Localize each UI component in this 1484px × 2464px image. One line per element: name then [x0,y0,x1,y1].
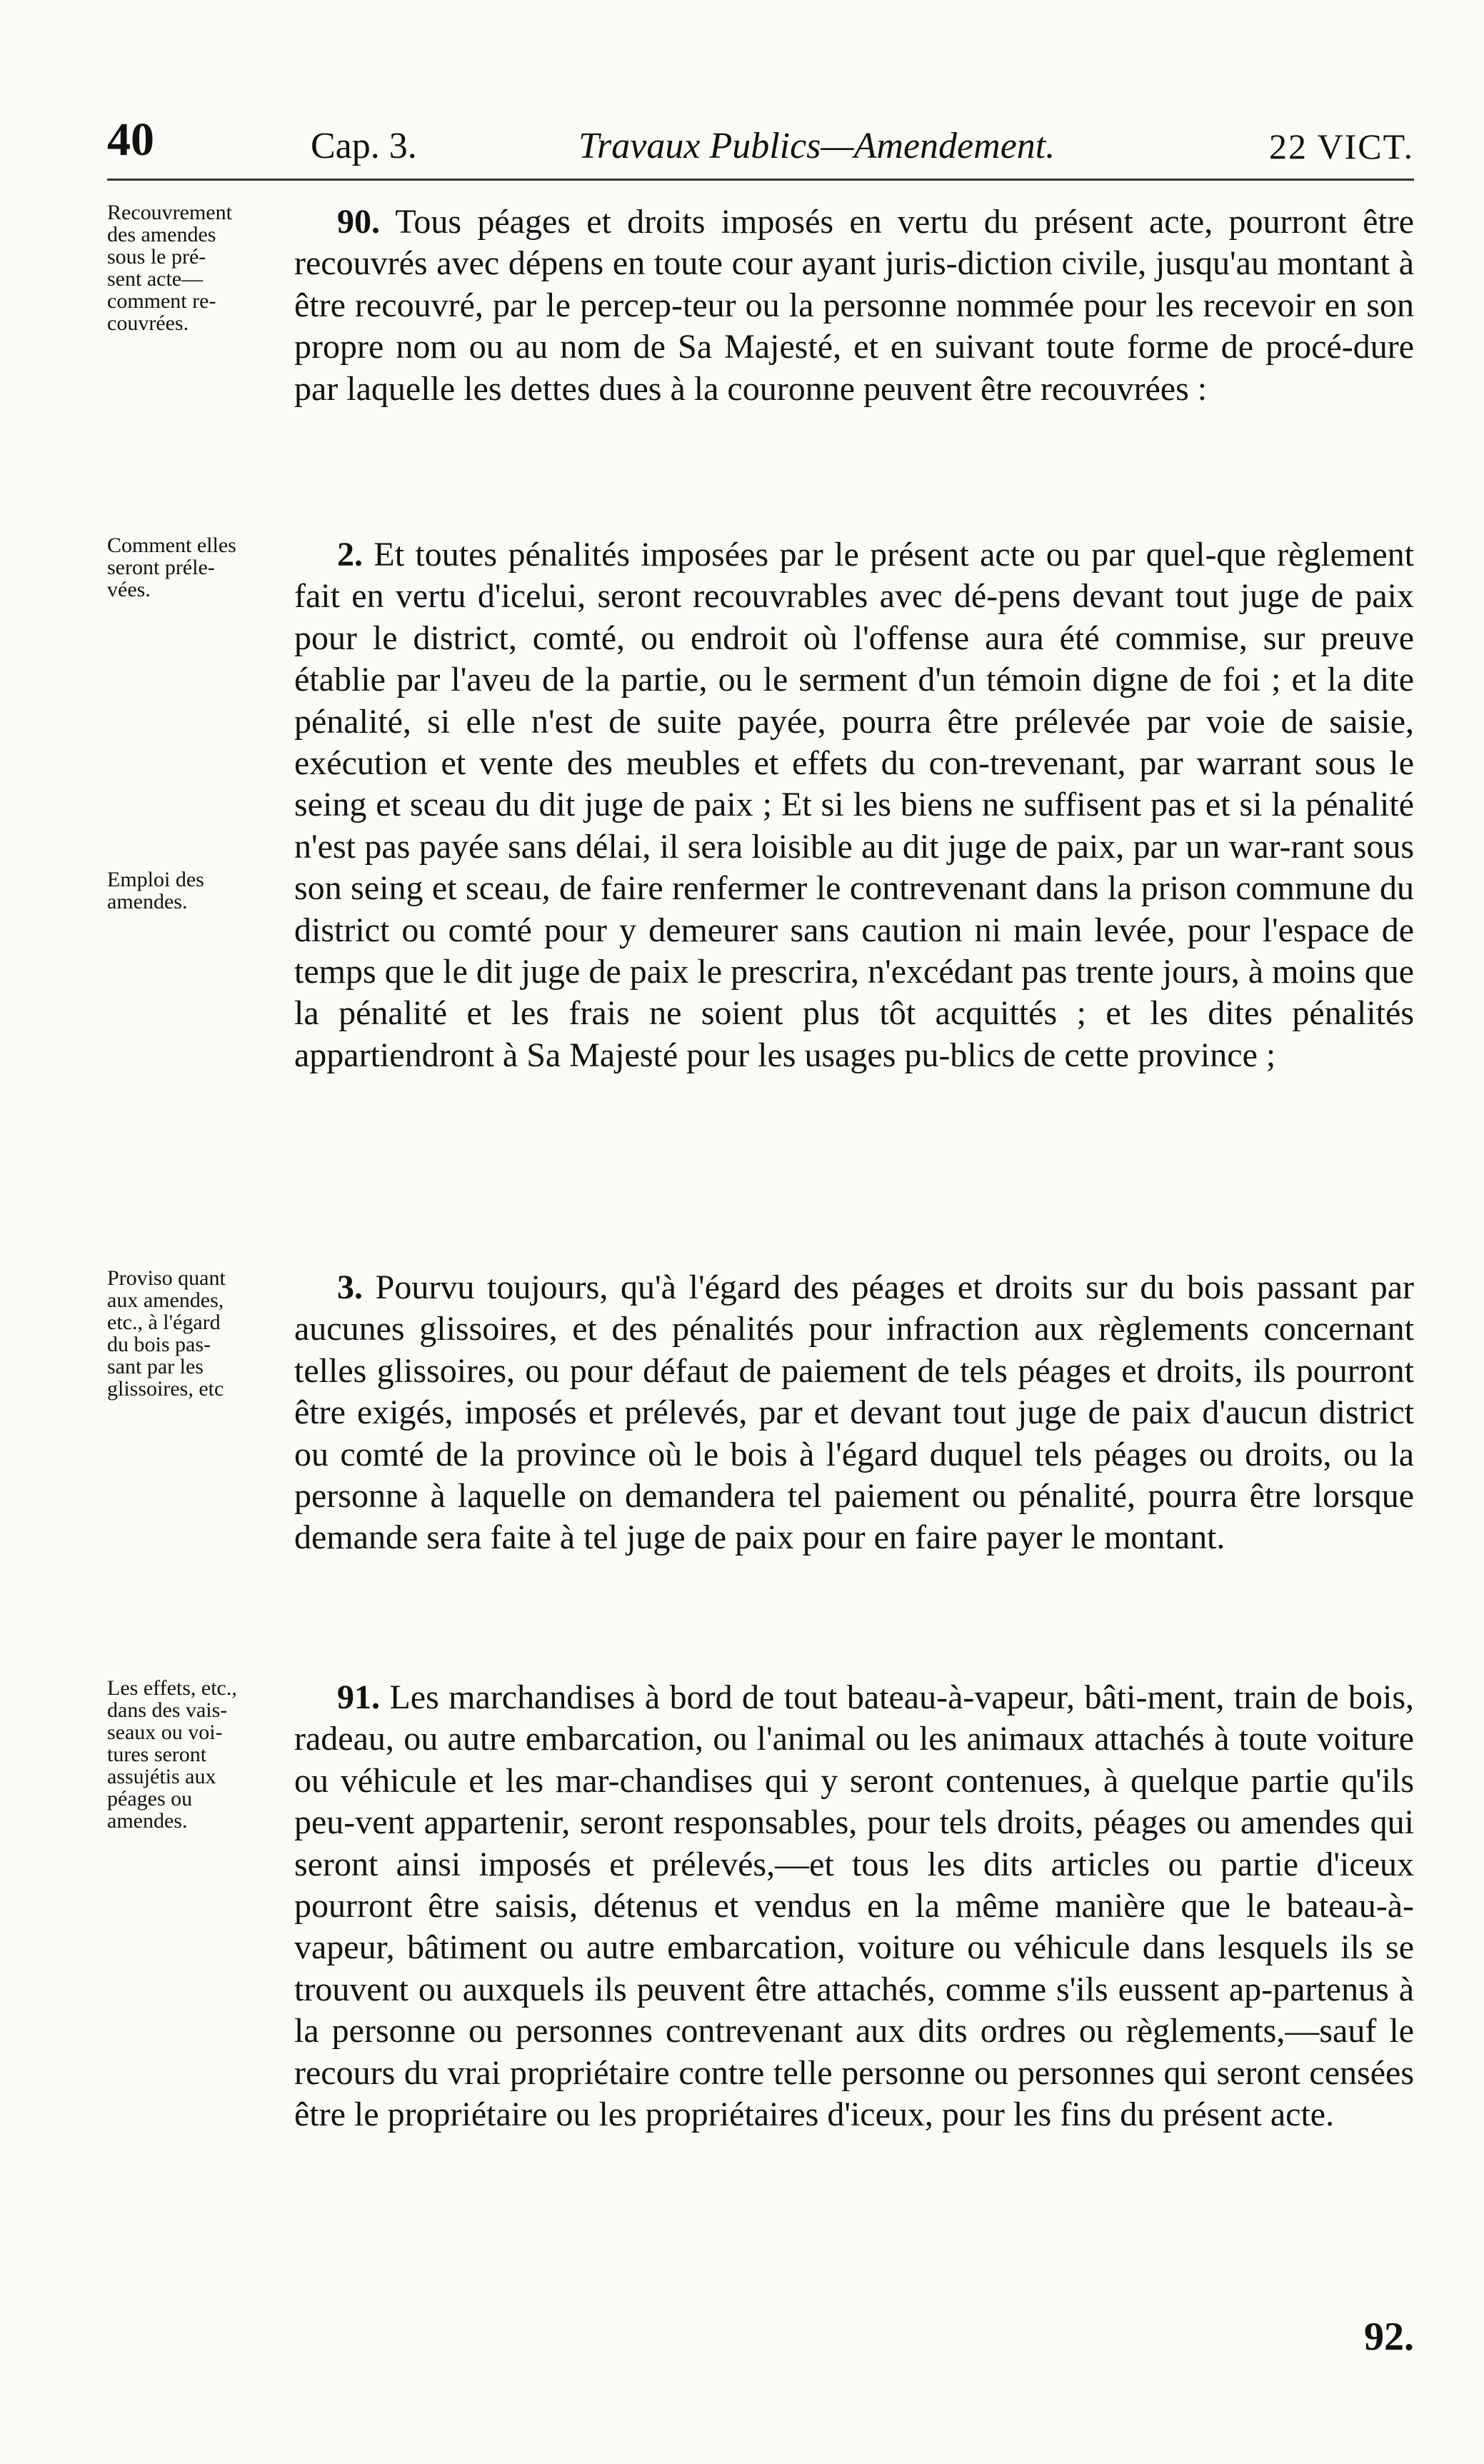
section-text: Pourvu toujours, qu'à l'égard des péages et droits sur du bois passant par aucunes glissoires, et des pénalités pour infraction aux règlements concernant telles glissoires, ou pour défaut de paiement de tels péages et droits, ils pourront être exigés, imposés et prélevés, par et devant tout juge de paix d'aucun district ou comté de la province où le bois à l'égard duquel tels péages ou droits, ou la personne à laquelle on demandera tel paiement ou pénalité, pourra être lorsque demande sera faite à tel juge de paix pour en faire payer le montant. [294,1268,1415,1557]
running-title: Travaux Publics—Amendement. [578,126,1056,166]
margin-note: Les effets, etc., dans des vais- seaux ou voi- tures seront assujétis aux péages ou amendes. [107,1676,237,1833]
regnal-year: 22 VICT. [1268,126,1414,166]
section-number: 2. [337,536,363,574]
section-body [294,1677,1414,2135]
margin-notes [107,1677,279,1832]
section-text: Tous péages et droits imposés en vertu du présent acte, pourront être recouvrés avec dépens en toute cour ayant juris-diction civile, jusqu'au montant à être recouvré, par le percep-teur ou la personne nommée pour les recevoir en son propre nom ou au nom de Sa Majesté, et en suivant toute forme de procé-dure par laquelle les dettes dues à la couronne peuvent être recouvrées : [294,203,1414,408]
section-number: 91. [337,1678,380,1716]
margin-note: Emploi des amendes. [107,868,204,913]
margin-note: Comment elles seront préle- vées. [107,534,236,601]
margin-note: Recouvrement des amendes sous le pré- sent acte— comment re- couvrées. [107,201,232,335]
chapter-label: Cap. 3. [311,126,417,166]
margin-note: Proviso quant aux amendes, etc., à l'égard du bois pas- sant par les glissoires, etc [107,1266,226,1401]
margin-notes [107,201,279,334]
section-body [294,201,1414,410]
catchword: 92. [1364,2315,1414,2359]
section-number: 90. [337,203,380,241]
section-text: Les marchandises à bord de tout bateau-à-vapeur, bâti-ment, train de bois, radeau, ou autre embarcation, ou l'animal ou les animaux attachés à toute voiture ou véhicule et les mar-chandises qui y seront contenues, à quelque partie qu'ils peu-vent appartenir, seront responsables, pour tels droits, péages ou amendes qui seront ainsi imposés et prélevés,—et tous les dits articles ou partie d'iceux pourront être saisis, détenus et vendus en la même manière que le bateau-à-vapeur, bâtiment ou autre embarcation, voiture ou véhicule dans lesquels ils se trouvent ou auxquels ils peuvent être attachés, comme s'ils eussent ap-partenus à la personne ou personnes contrevenant aux dits ordres ou règlements,—sauf le recours du vrai propriétaire contre telle personne ou personnes qui seront censées être le propriétaire ou les propriétaires d'iceux, pour les fins du présent acte. [294,1678,1415,2134]
section-number: 3. [337,1268,363,1306]
section-text: Et toutes pénalités imposées par le présent acte ou par quel-que règlement fait en vertu d'icelui, seront recouvrables avec dé-pens devant tout juge de paix pour le district, comté, ou endroit où l'offense aura été commise, sur preuve établie par l'aveu de la partie, ou le serment d'un témoin digne de foi ; et la dite pénalité, si elle n'est de suite payée, pourra être prélevée par voie de saisie, exécution et vente des meubles et effets du con-trevenant, par warrant sous le seing et sceau du dit juge de paix ; Et si les biens ne suffisent pas et si la pénalité n'est pas payée sans délai, il sera loisible au dit juge de paix, par un war-rant sous son seing et sceau, de faire renfermer le contrevenant dans la prison commune du district ou comté pour y demeurer sans caution ni main levée, pour l'espace de temps que le dit juge de paix le prescrira, n'excédant pas trente jours, à moins que la pénalité et les frais ne soient plus tôt acquittés ; et les dites pénalités appartiendront à Sa Majesté pour les usages pu-blics de cette province ; [294,536,1415,1074]
margin-notes [107,1267,279,1400]
section-body [294,1267,1414,1559]
running-header [107,114,1414,181]
page-number: 40 [107,114,154,166]
section-body [294,534,1414,1076]
margin-notes [107,534,279,913]
